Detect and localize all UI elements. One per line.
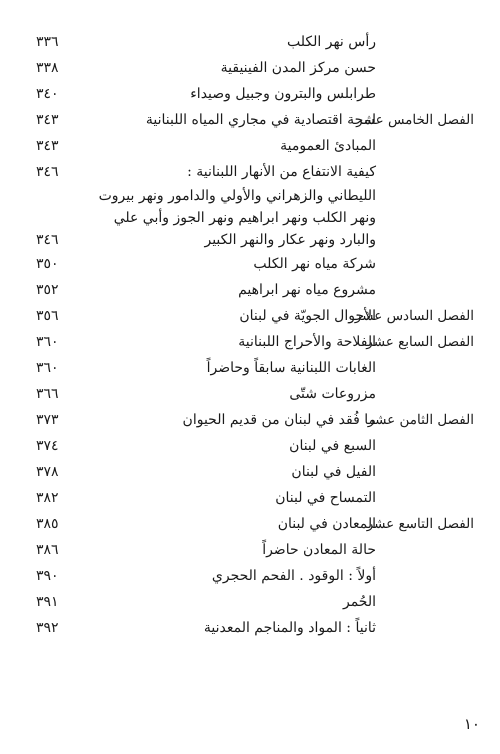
page-number: ١٠ [463,715,480,733]
toc-entry [36,381,474,407]
toc-page-number: ٣٤٣ [36,138,59,154]
toc-page-number: ٣٤٦ [36,164,59,180]
toc-chapter-label: الفصل السابع عشر [366,334,474,350]
toc-page-number: ٣٧٣ [36,412,59,428]
toc-entry [36,537,474,563]
toc-entry [36,485,474,511]
toc-entry-title: والبارد ونهر عكار والنهر الكبير [204,232,376,248]
toc-page-number: ٣٧٤ [36,438,59,454]
toc-page-number: ٣٩٠ [36,568,59,584]
toc-chapter-label: الفصل الخامس عشر [356,112,474,128]
toc-entry [36,303,474,329]
toc-entry-title: لمحة اقتصادية في مجاري المياه اللبنانية [145,112,376,128]
toc-entry-title: حالة المعادن حاضراً [262,542,376,558]
toc-entry-title: الفلاحة والأحراج اللبنانية [238,334,376,350]
toc-chapter-label: الفصل الثامن عشر [367,412,474,428]
toc-entry [36,107,474,133]
toc-entry-title: ثانياً : المواد والمناجم المعدنية [203,620,376,636]
toc-entry-title: المبادئ العمومية [280,138,376,154]
toc-entry [36,133,474,159]
toc-entry-title: أولاً : الوقود . الفحم الحجري [211,568,376,584]
toc-page-number: ٣٦٠ [36,360,59,376]
toc-chapter-label: الفصل السادس عشر [354,308,474,324]
toc-entry [36,329,474,355]
table-of-contents [36,29,474,641]
toc-page-number: ٣٩٢ [36,620,59,636]
toc-entry [36,459,474,485]
toc-entry [36,589,474,615]
toc-entry-title: مشروع مياه نهر ابراهيم [238,282,376,298]
toc-entry [36,563,474,589]
toc-entry [36,407,474,433]
toc-entry-title: التمساح في لبنان [275,490,376,506]
toc-page-number: ٣٧٨ [36,464,59,480]
toc-page-number: ٣٨٥ [36,516,59,532]
toc-entry-title: ما فُقد في لبنان من قديم الحيوان [182,412,376,428]
toc-entry-title: الليطاني والزهراني والأولي والدامور ونهر بيروت [98,188,376,204]
toc-entry [36,615,474,641]
toc-entry-title: المعادن في لبنان [277,516,376,532]
toc-chapter-label: الفصل التاسع عشر [366,516,474,532]
toc-page-number: ٣٤٠ [36,86,59,102]
toc-page-number: ٣٤٦ [36,232,59,248]
toc-entry-title: ونهر الكلب ونهر ابراهيم ونهر الجوز وأبي علي [113,210,376,226]
toc-entry [36,355,474,381]
toc-page-number: ٣٥٠ [36,256,59,272]
toc-page-number: ٣٤٣ [36,112,59,128]
toc-entry [36,159,474,185]
toc-entry-title: الحُمر [342,594,376,610]
toc-page-number: ٣٥٢ [36,282,59,298]
toc-entry-title: شركة مياه نهر الكلب [253,256,376,272]
toc-entry [36,29,474,55]
toc-entry-title: طرابلس والبترون وجبيل وصيداء [190,86,376,102]
toc-page-number: ٣٨٦ [36,542,59,558]
toc-entry-title: رأس نهر الكلب [287,34,376,50]
toc-entry-title: السبع في لبنان [289,438,376,454]
toc-entry [36,251,474,277]
toc-page-number: ٣٩١ [36,594,59,610]
toc-page-number: ٣٣٨ [36,60,59,76]
toc-page-number: ٣٦٦ [36,386,59,402]
toc-entry [36,433,474,459]
toc-entry-title: الأحوال الجويّة في لبنان [239,308,376,324]
toc-page-number: ٣٥٦ [36,308,59,324]
toc-entry-title: الغابات اللبنانية سابقاً وحاضراً [206,360,376,376]
toc-entry [36,277,474,303]
toc-entry-title: حسن مركز المدن الفينيقية [220,60,376,76]
toc-page-number: ٣٣٦ [36,34,59,50]
toc-entry-title: مزروعات شتّى [289,386,376,402]
toc-page-number: ٣٦٠ [36,334,59,350]
toc-page-number: ٣٨٢ [36,490,59,506]
toc-entry [36,185,474,207]
toc-entry [36,55,474,81]
toc-entry-title: الفيل في لبنان [291,464,376,480]
toc-entry [36,81,474,107]
toc-entry-title: كيفية الانتفاع من الأنهار اللبنانية : [187,164,376,180]
toc-entry [36,207,474,229]
toc-entry [36,229,474,251]
toc-entry [36,511,474,537]
